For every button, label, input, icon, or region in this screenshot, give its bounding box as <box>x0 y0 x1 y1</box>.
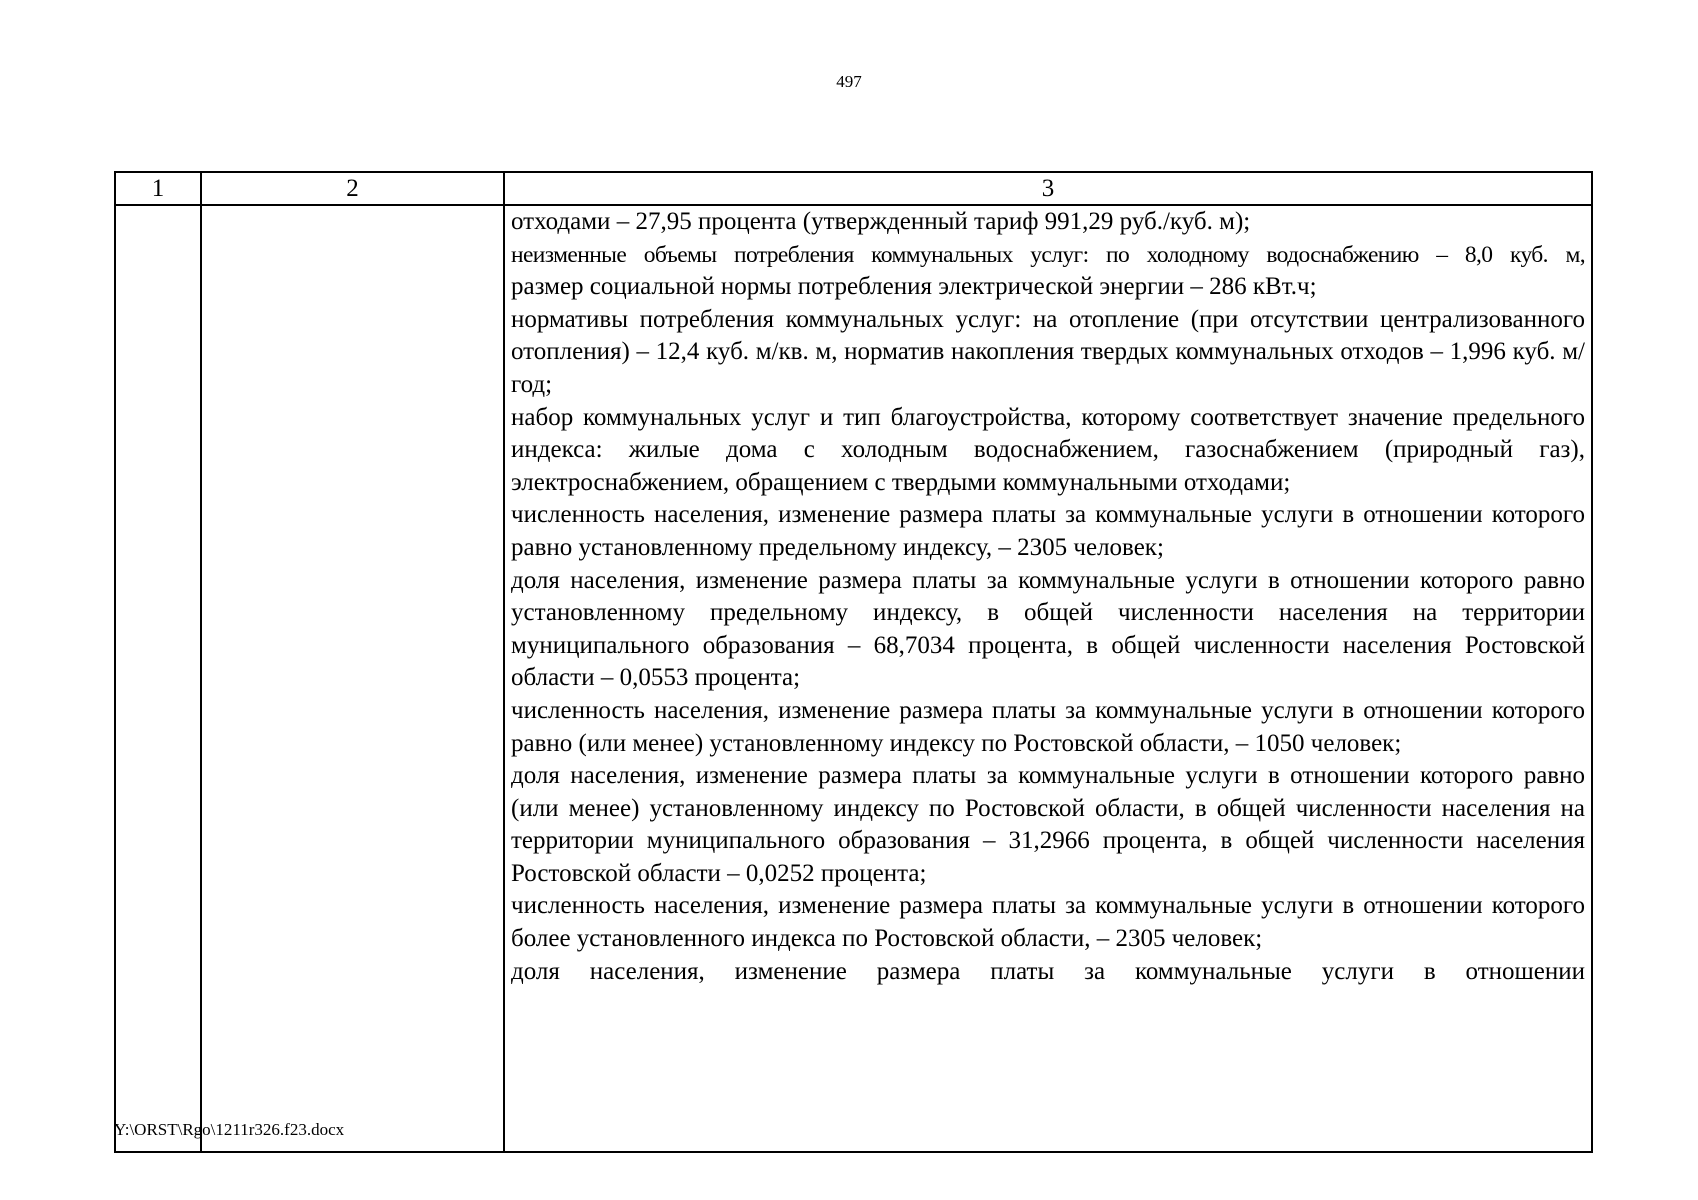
column-header-1: 1 <box>115 172 201 205</box>
column-header-3: 3 <box>504 172 1592 205</box>
cell-col-1 <box>115 205 201 1152</box>
cell-col-3 <box>504 205 1592 1152</box>
paragraph: доля населения, изменение размера платы за коммунальные услуги в отношении которого равно (или менее) установленному индексу по Ростовской области, в общей численности населения на территории муниципального образования – 31,2966 процента, в общей численности населения Ростовской области – 0,0252 процента; <box>511 762 1585 887</box>
paragraph: численность населения, изменение размера платы за коммунальные услуги в отношении которого равно (или менее) установленному индексу по Ростовской области, – 1050 человек; <box>511 696 1585 757</box>
paragraph: доля населения, изменение размера платы за коммунальные услуги в отношении <box>511 957 1585 985</box>
paragraph: отходами – 27,95 процента (утвержденный тариф 991,29 руб./куб. м); <box>511 208 1251 235</box>
paragraph: доля населения, изменение размера платы за коммунальные услуги в отношении которого равно установленному предельному индексу, в общей численности населения на территории муниципального образования – 68,7034 процента, в общей численности населения Ростовской области – 0,0553 процента; <box>511 566 1585 692</box>
cell-text-block <box>505 206 1591 988</box>
paragraph: численность населения, изменение размера платы за коммунальные услуги в отношении которого более установленного индекса по Ростовской области, – 2305 человек; <box>511 892 1585 953</box>
paragraph: неизменные объемы потребления коммунальных услуг: по холодному водоснабжению – 8,0 куб. м, <box>511 241 1585 268</box>
table-row <box>115 205 1592 1152</box>
paragraph: набор коммунальных услуг и тип благоустройства, которому соответствует значение предельного индекса: жилые дома с холодным водоснабжением, газоснабжением (природный газ), электроснабжением, обращением с твердыми коммунальными отходами; <box>511 403 1585 496</box>
cell-col-2 <box>201 205 504 1152</box>
paragraph: численность населения, изменение размера платы за коммунальные услуги в отношении которого равно установленному предельному индексу, – 2305 человек; <box>511 501 1585 561</box>
file-path-footer: Y:\ORST\Rgo\1211r326.f23.docx <box>114 1120 345 1139</box>
table-header-row <box>115 172 1592 205</box>
paragraph: нормативы потребления коммунальных услуг: на отопление (при отсутствии централизованного отопления) – 12,4 куб. м/кв. м, норматив накопления твердых коммунальных отходов – 1,996 куб. м/год; <box>511 305 1585 398</box>
document-table <box>114 171 1593 1153</box>
column-header-2: 2 <box>201 172 504 205</box>
page-number: 497 <box>836 72 862 91</box>
paragraph: размер социальной нормы потребления электрической энергии – 286 кВт.ч; <box>511 273 1317 301</box>
